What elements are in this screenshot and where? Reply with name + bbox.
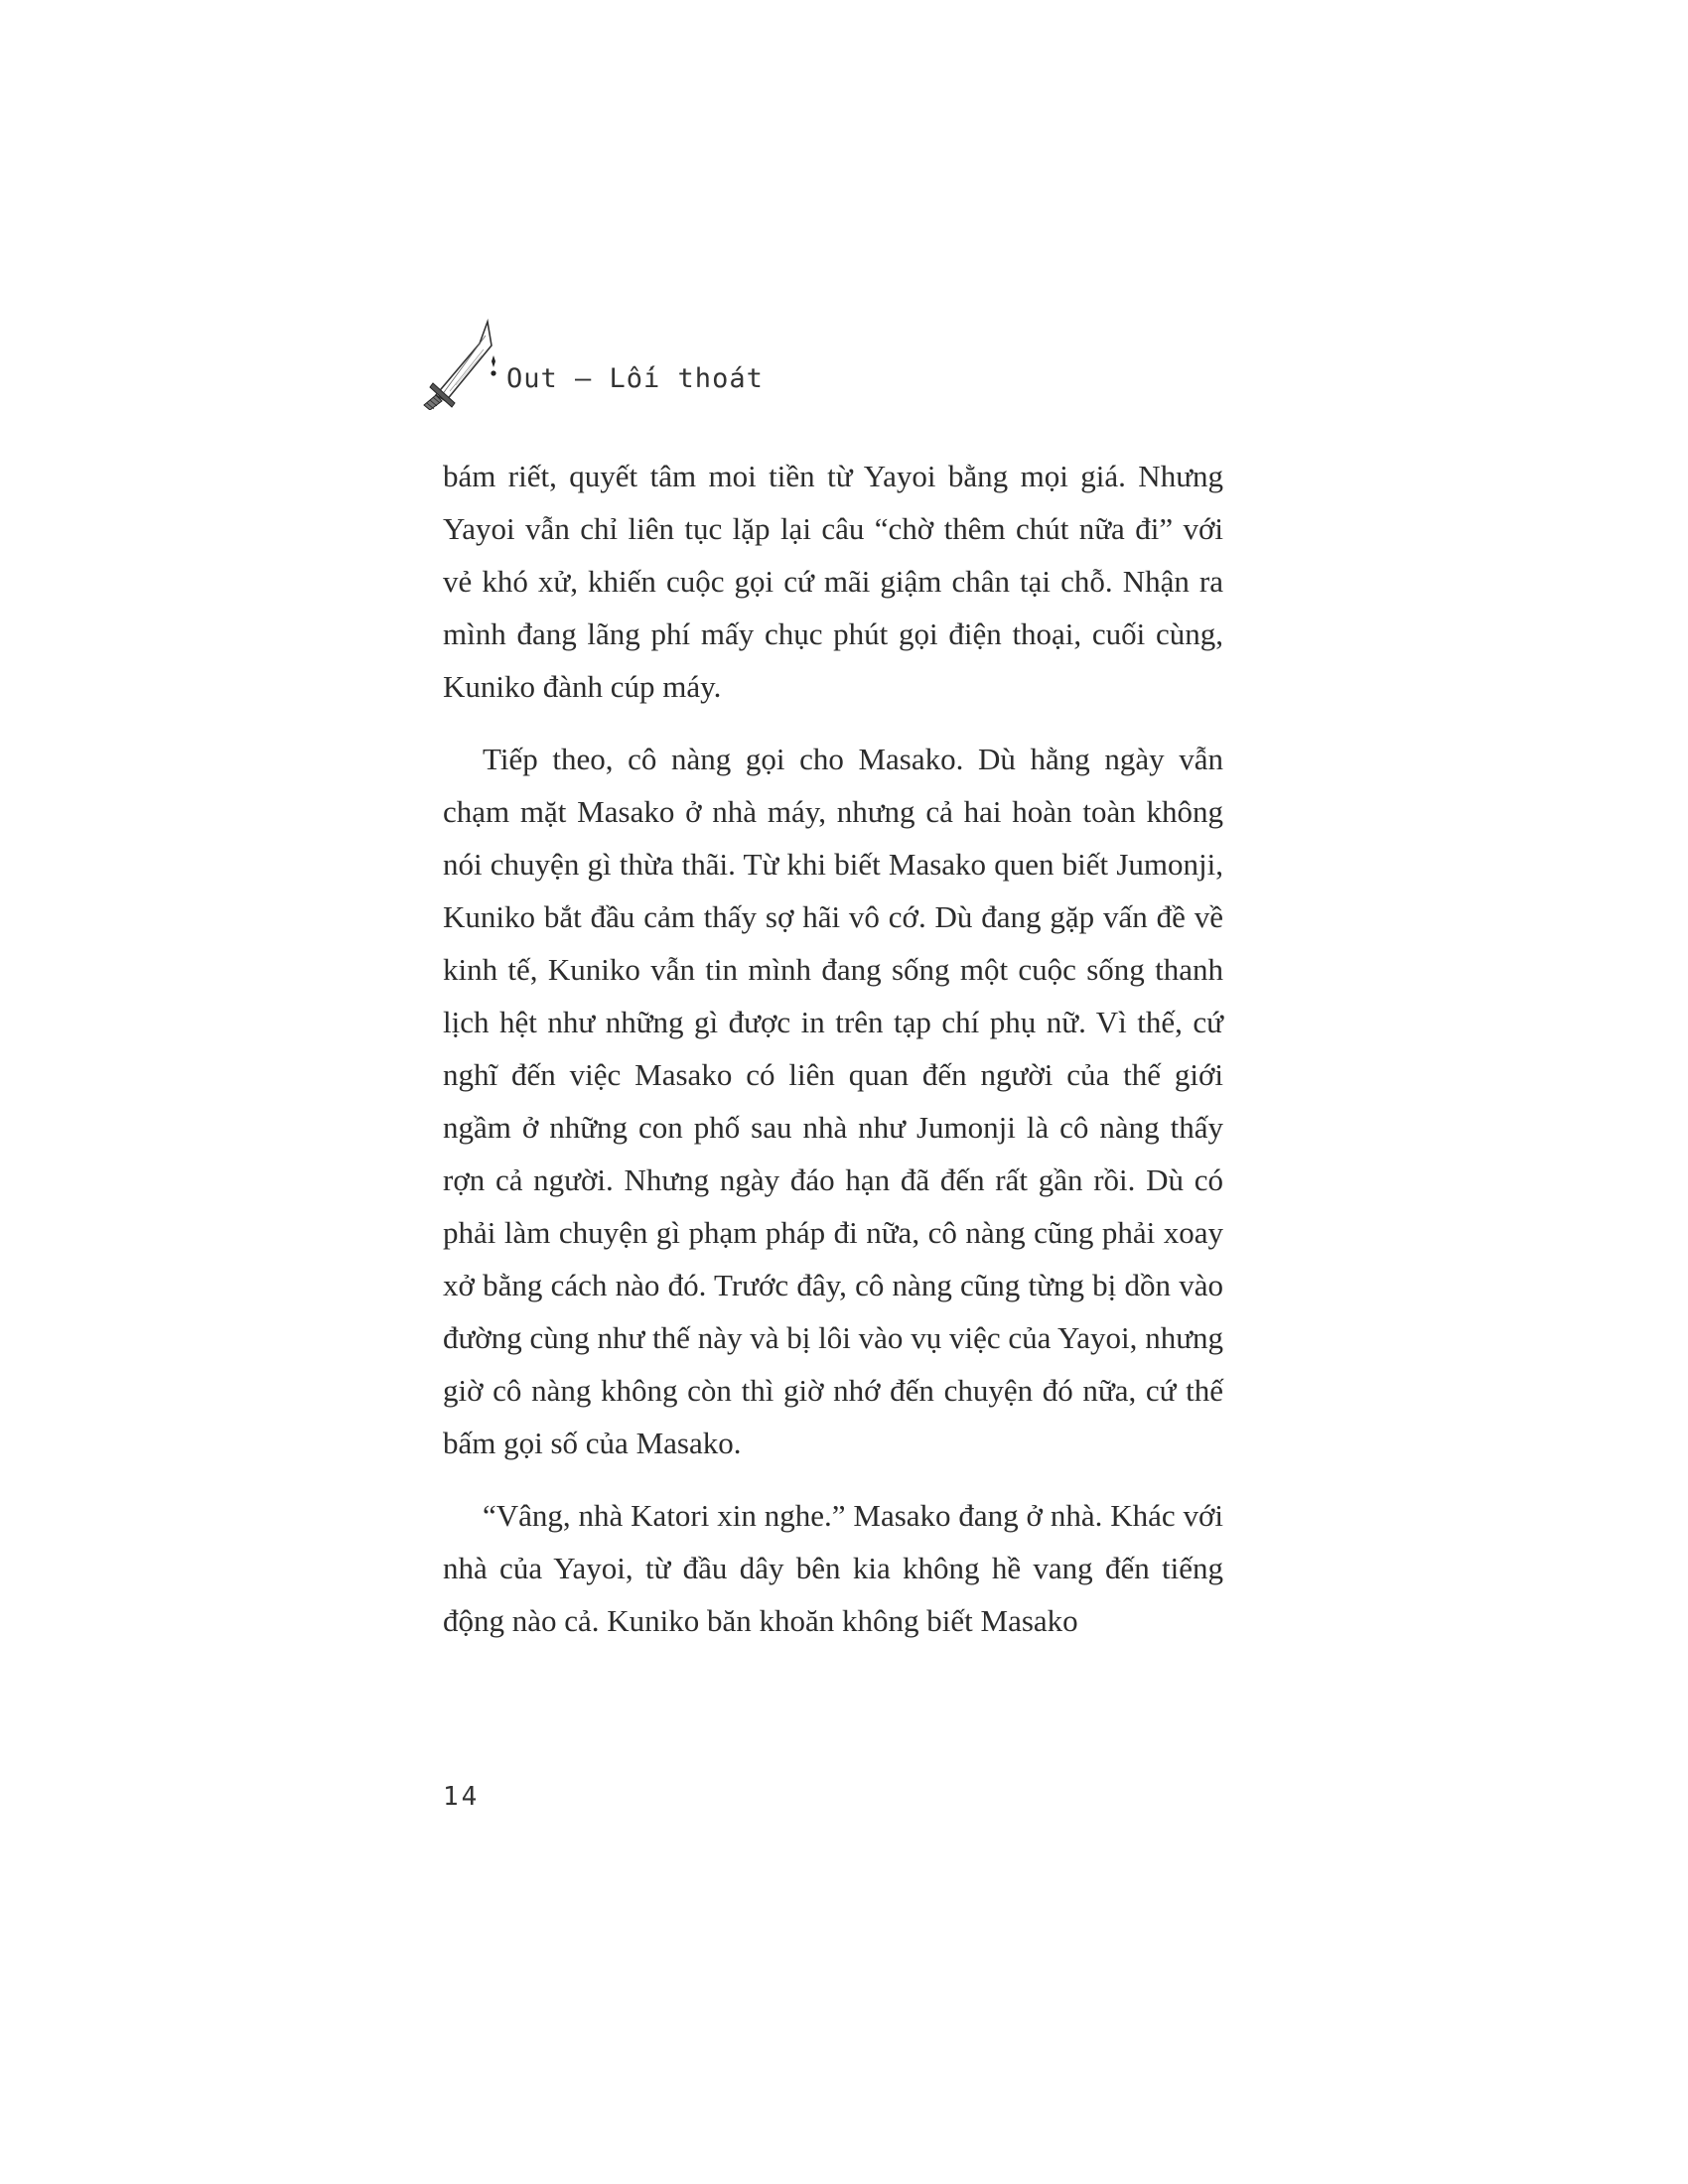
running-header (422, 316, 918, 415)
body-text (443, 450, 1223, 1667)
header-title: Out – Lối thoát (506, 363, 764, 394)
knife-icon (422, 316, 501, 410)
paragraph: bám riết, quyết tâm moi tiền từ Yayoi bằng mọi giá. Nhưng Yayoi vẫn chỉ liên tục lặp lại câu “chờ thêm chút nữa đi” với vẻ khó xử, khiến cuộc gọi cứ mãi giậm chân tại chỗ. Nhận ra mình đang lãng phí mấy chục phút gọi điện thoại, cuối cùng, Kuniko đành cúp máy. (443, 459, 1223, 704)
paragraph: Tiếp theo, cô nàng gọi cho Masako. Dù hằng ngày vẫn chạm mặt Masako ở nhà máy, nhưng cả hai hoàn toàn không nói chuyện gì thừa thãi. Từ khi biết Masako quen biết Jumonji, Kuniko bắt đầu cảm thấy sợ hãi vô cớ. Dù đang gặp vấn đề về kinh tế, Kuniko vẫn tin mình đang sống một cuộc sống thanh lịch hệt như những gì được in trên tạp chí phụ nữ. Vì thế, cứ nghĩ đến việc Masako có liên quan đến người của thế giới ngầm ở những con phố sau nhà như Jumonji là cô nàng thấy rợn cả người. Nhưng ngày đáo hạn đã đến rất gần rồi. Dù có phải làm chuyện gì phạm pháp đi nữa, cô nàng cũng phải xoay xở bằng cách nào đó. Trước đây, cô nàng cũng từng bị dồn vào đường cùng như thế này và bị lôi vào vụ việc của Yayoi, nhưng giờ cô nàng không còn thì giờ nhớ đến chuyện đó nữa, cứ thế bấm gọi số của Masako. (443, 742, 1223, 1460)
paragraph: “Vâng, nhà Katori xin nghe.” Masako đang ở nhà. Khác với nhà của Yayoi, từ đầu dây bên kia không hề vang đến tiếng động nào cả. Kuniko băn khoăn không biết Masako (443, 1498, 1223, 1638)
page-number: 14 (443, 1782, 481, 1812)
